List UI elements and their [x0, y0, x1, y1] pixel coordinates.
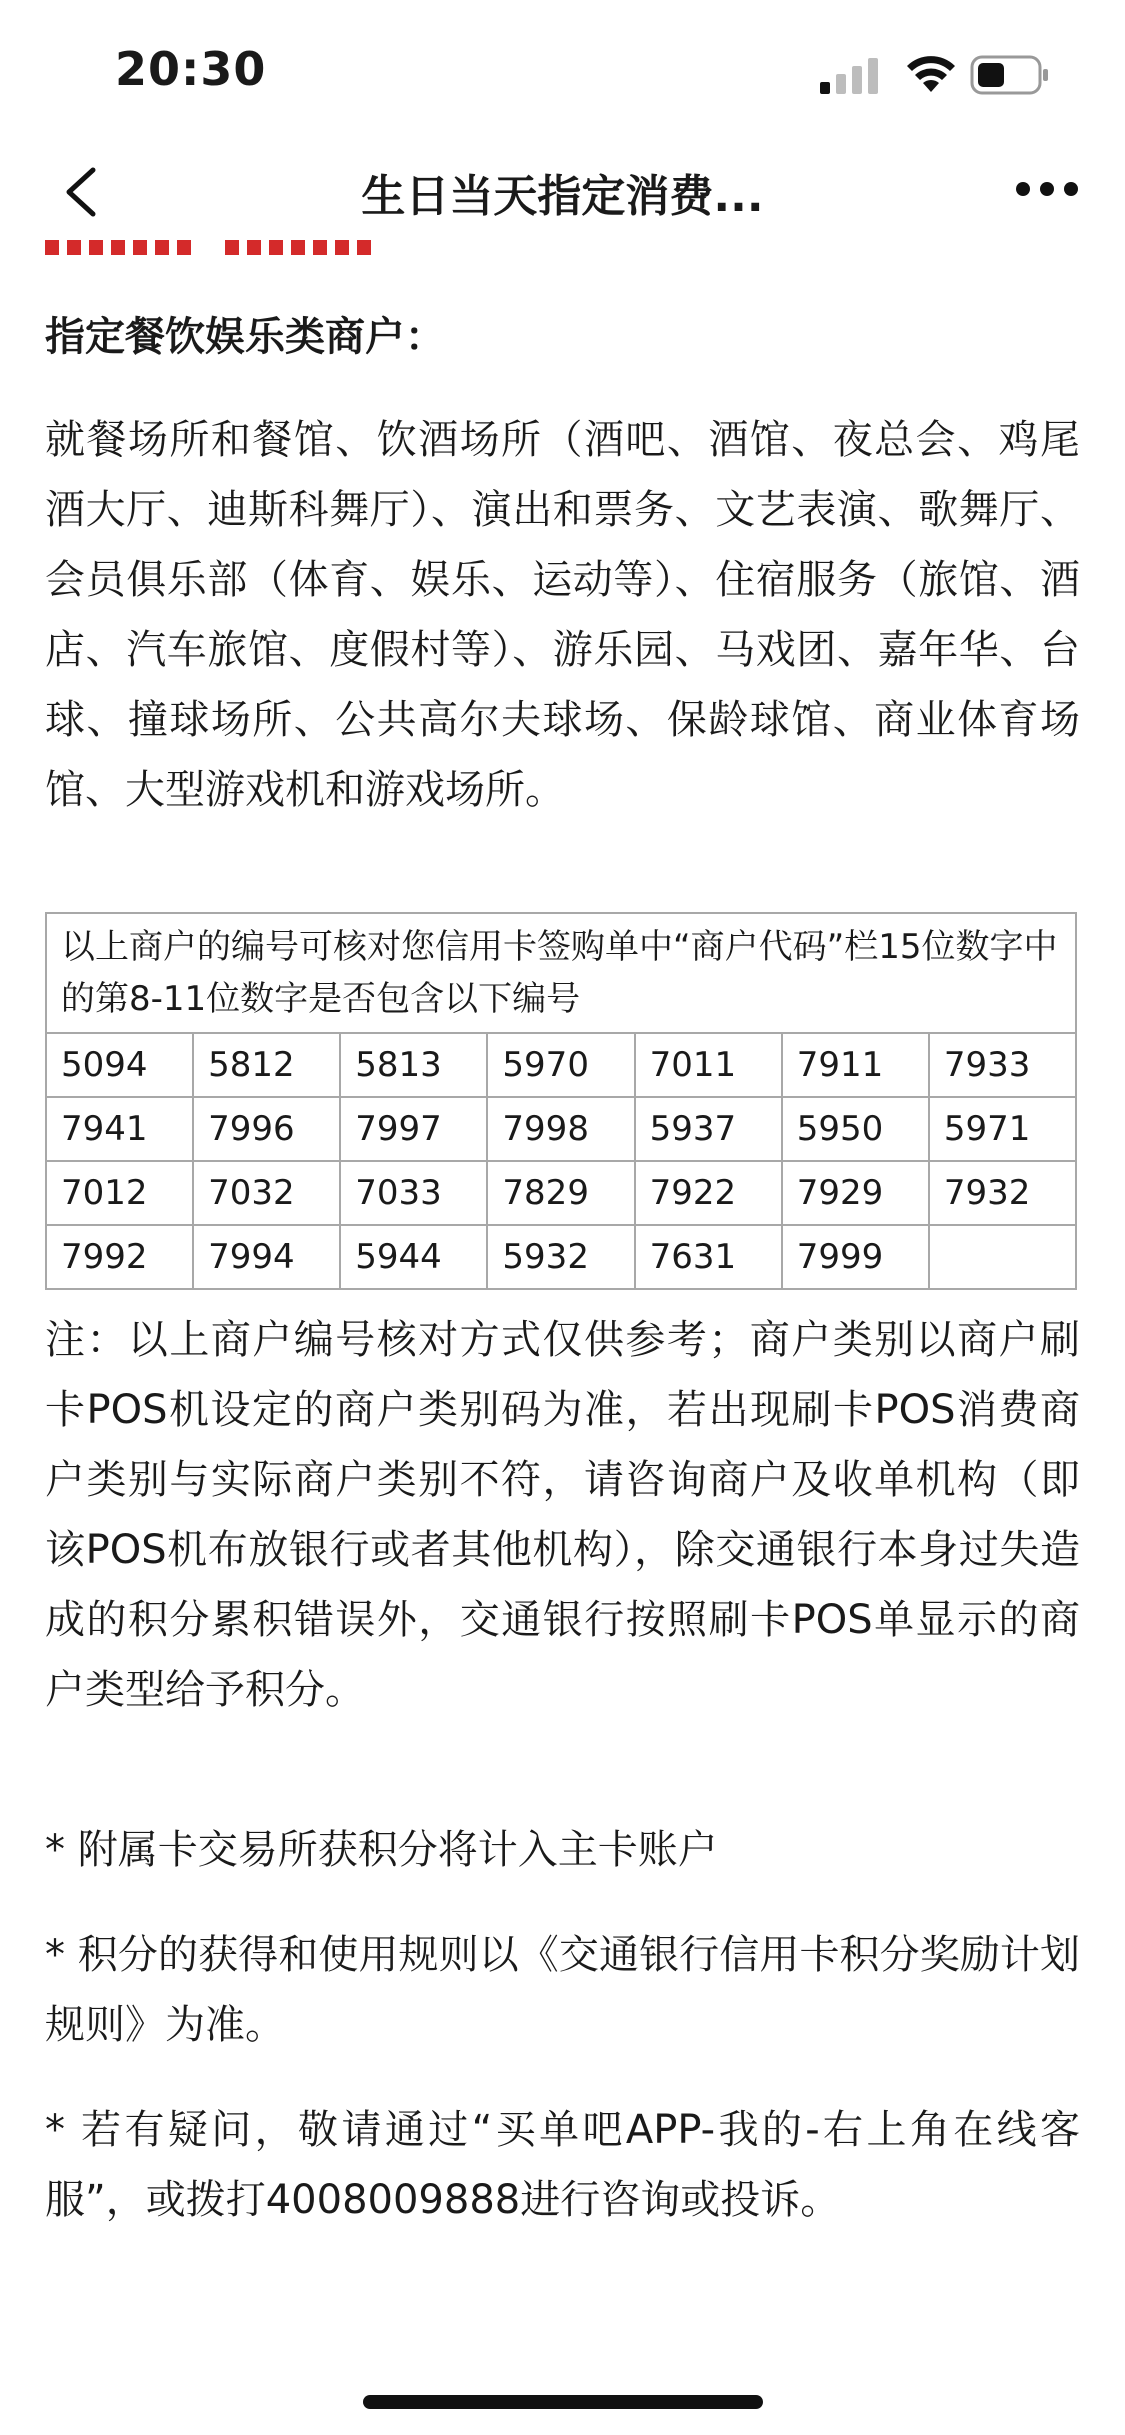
table-cell: 7994 [193, 1225, 340, 1289]
table-cell: 5812 [193, 1033, 340, 1097]
table-cell: 7922 [635, 1161, 782, 1225]
more-options-icon[interactable] [1015, 180, 1079, 198]
table-cell: 7032 [193, 1161, 340, 1225]
table-cell: 7033 [340, 1161, 487, 1225]
table-cell: 5094 [46, 1033, 193, 1097]
table-cell: 7997 [340, 1097, 487, 1161]
table-row [46, 1225, 1076, 1289]
battery-icon [970, 54, 1050, 96]
table-cell: 5971 [929, 1097, 1076, 1161]
table-cell: 5970 [487, 1033, 634, 1097]
section-heading: 指定餐饮娱乐类商户： [45, 314, 445, 360]
table-cell: 7011 [635, 1033, 782, 1097]
bullet-supplementary-card: * 附属卡交易所获积分将计入主卡账户 [45, 1827, 718, 1873]
table-cell: 7829 [487, 1161, 634, 1225]
table-cell: 7911 [782, 1033, 929, 1097]
merchant-list-paragraph: 就餐场所和餐馆、饮酒场所（酒吧、酒馆、夜总会、鸡尾酒大厅、迪斯科舞厅）、演出和票务、文艺表演、歌舞厅、会员俱乐部（体育、娱乐、运动等）、住宿服务（旅馆、酒店、汽车旅馆、度假村等）、游乐园、马戏团、嘉年华、台球、撞球场所、公共高尔夫球场、保龄球馆、商业体育场馆、大型游戏机和游戏场所。 [45, 417, 1080, 813]
wifi-icon [905, 54, 957, 94]
table-cell: 7933 [929, 1033, 1076, 1097]
clipped-red-text [45, 240, 405, 256]
status-time: 20:30 [115, 42, 267, 96]
nav-bar [0, 140, 1125, 240]
table-cell [929, 1225, 1076, 1289]
page-title: 生日当天指定消费... [361, 171, 764, 222]
table-row [46, 1161, 1076, 1225]
bullet-contact-support: * 若有疑问，敬请通过“买单吧APP-我的-右上角在线客服”，或拨打4008009888进行咨询或投诉。 [45, 2107, 1080, 2223]
table-row [46, 1097, 1076, 1161]
table-cell: 7929 [782, 1161, 929, 1225]
table-cell: 5937 [635, 1097, 782, 1161]
table-cell: 5950 [782, 1097, 929, 1161]
cellular-signal-icon [820, 58, 882, 94]
table-cell: 7996 [193, 1097, 340, 1161]
table-cell: 7631 [635, 1225, 782, 1289]
note-paragraph: 注：以上商户编号核对方式仅供参考；商户类别以商户刷卡POS机设定的商户类别码为准，若出现刷卡POS消费商户类别与实际商户类别不符，请咨询商户及收单机构（即该POS机布放银行或者其他机构），除交通银行本身过失造成的积分累积错误外，交通银行按照刷卡POS单显示的商户类型给予积分。 [45, 1317, 1080, 1713]
table-cell: 7999 [782, 1225, 929, 1289]
status-bar [0, 0, 1125, 140]
table-caption: 以上商户的编号可核对您信用卡签购单中“商户代码”栏15位数字中的第8-11位数字是否包含以下编号 [46, 913, 1076, 1033]
table-row [46, 1033, 1076, 1097]
table-cell: 5944 [340, 1225, 487, 1289]
table-cell: 7992 [46, 1225, 193, 1289]
table-cell: 7932 [929, 1161, 1076, 1225]
table-cell: 5813 [340, 1033, 487, 1097]
table-cell: 7941 [46, 1097, 193, 1161]
table-cell: 7998 [487, 1097, 634, 1161]
table-cell: 5932 [487, 1225, 634, 1289]
merchant-code-table [45, 912, 1077, 1290]
home-indicator[interactable] [363, 2395, 763, 2409]
bullet-points-rules: * 积分的获得和使用规则以《交通银行信用卡积分奖励计划规则》为准。 [45, 1932, 1080, 2048]
back-chevron-icon[interactable] [55, 162, 115, 222]
table-cell: 7012 [46, 1161, 193, 1225]
